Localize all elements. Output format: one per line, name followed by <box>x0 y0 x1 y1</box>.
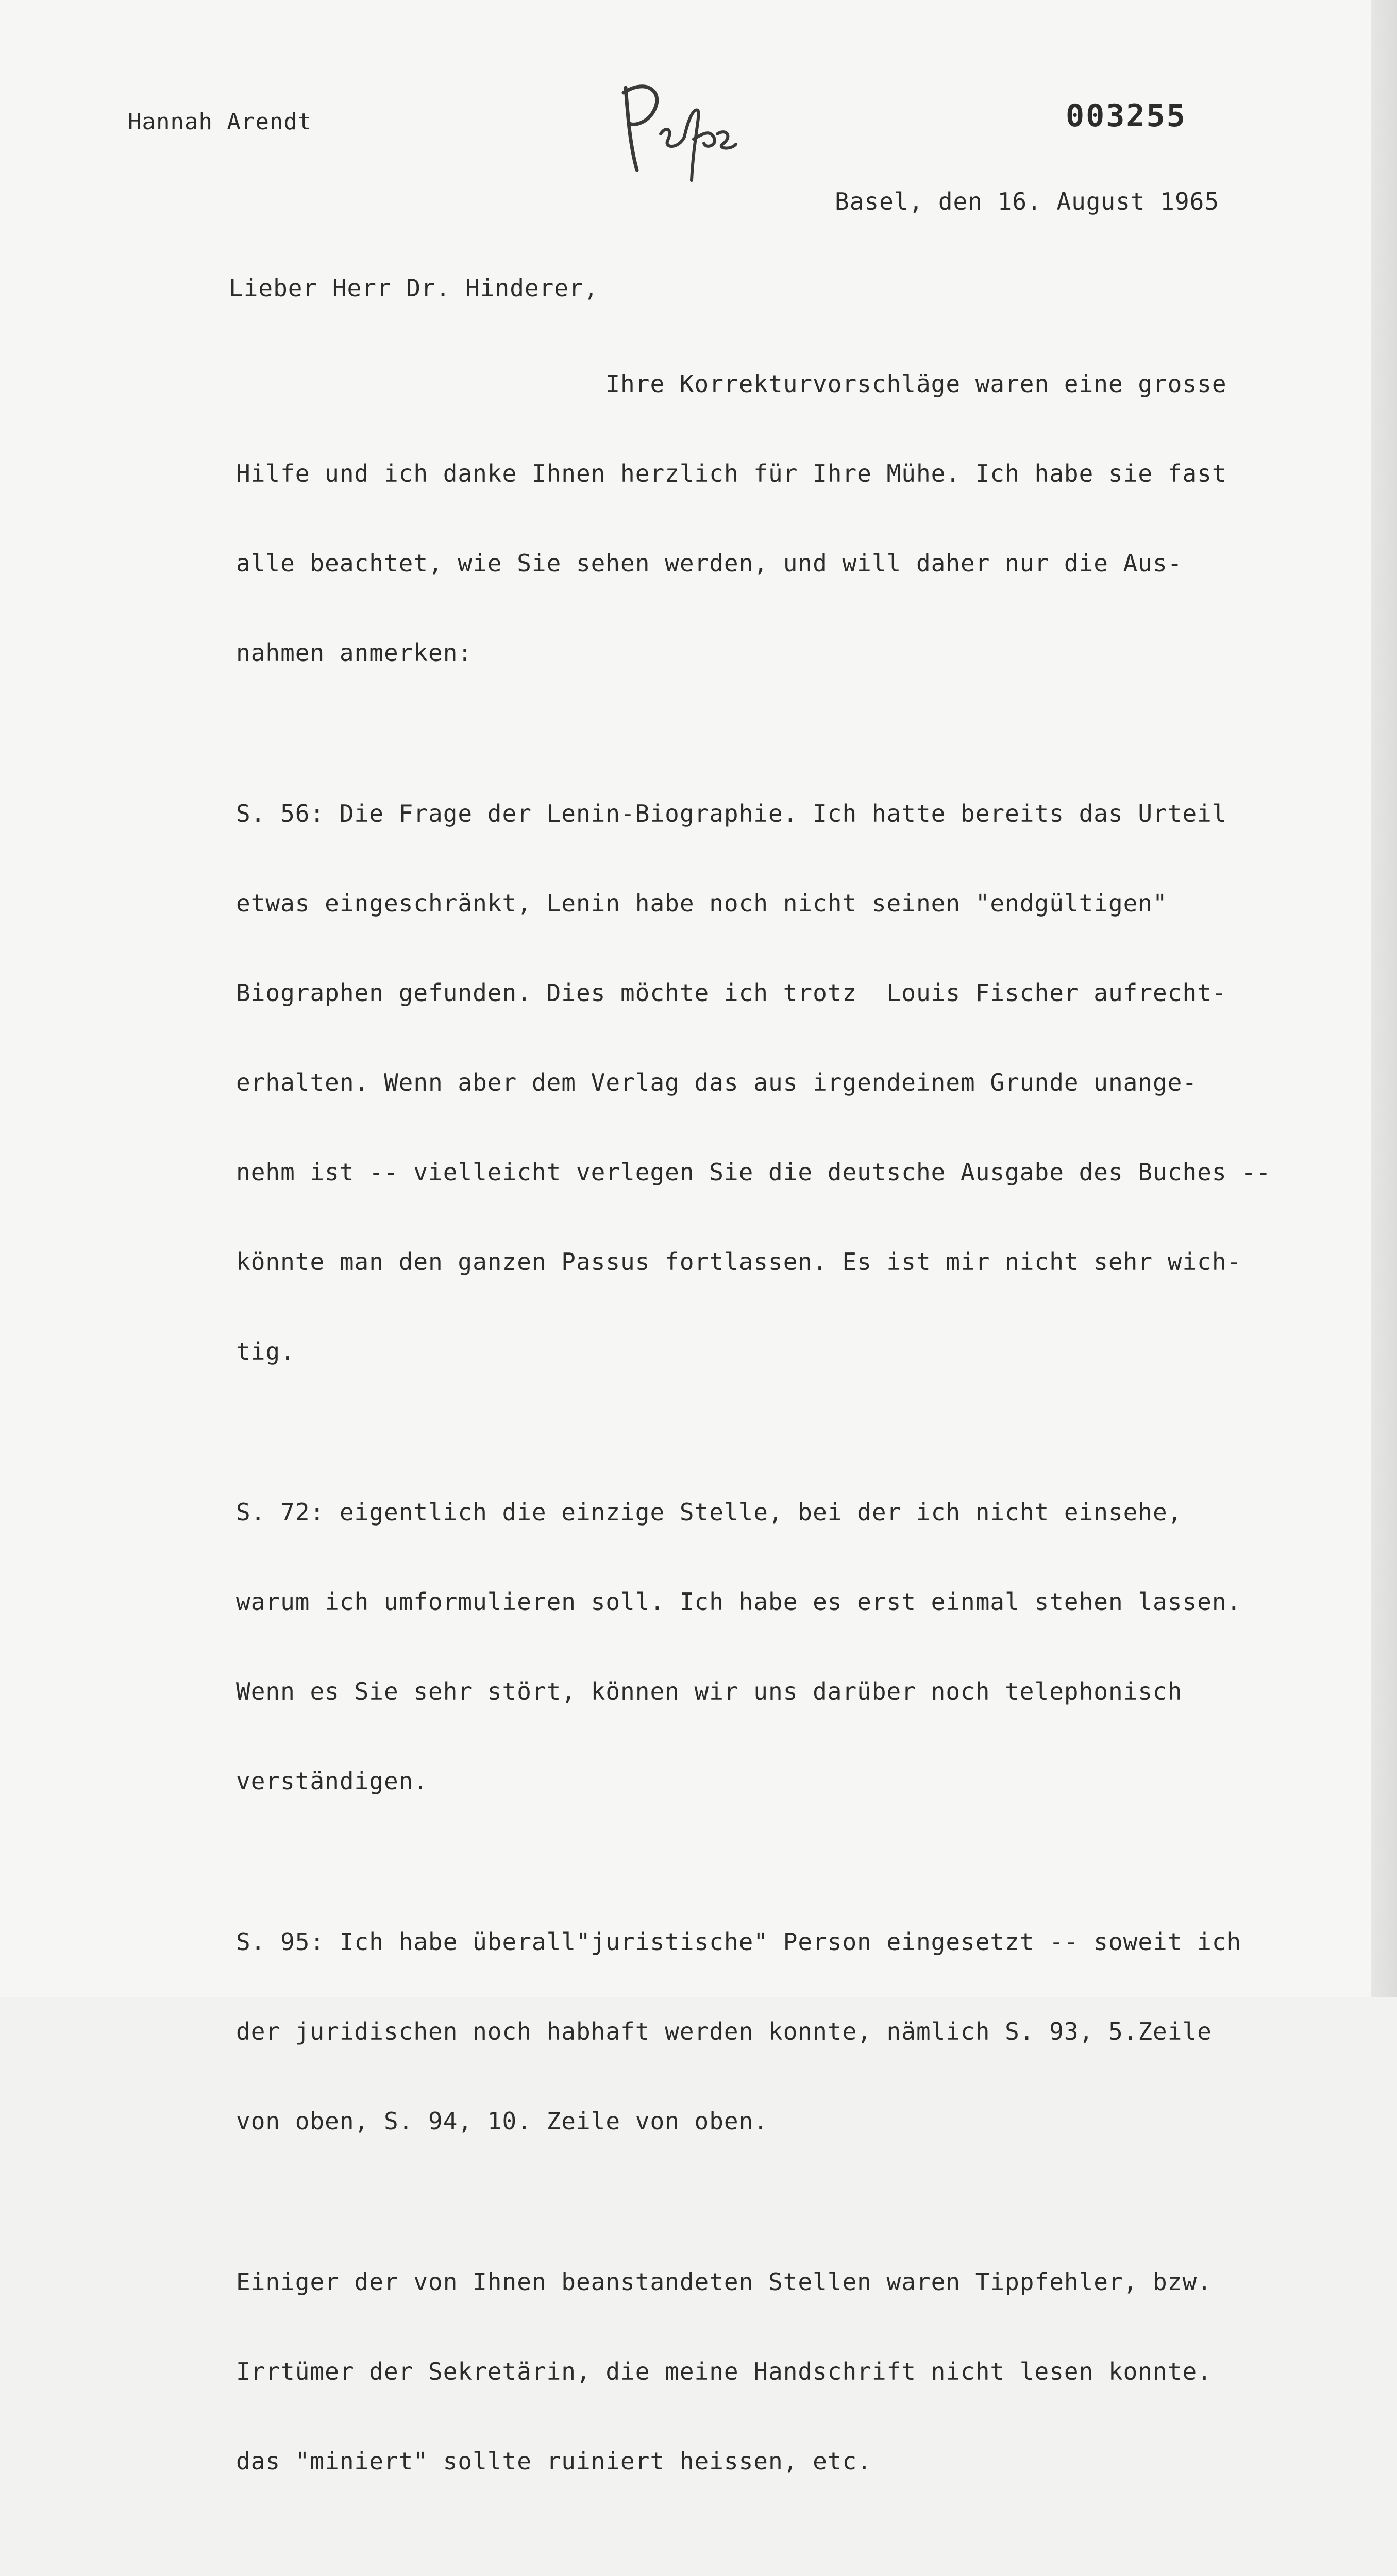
text-line: alle beachtet, wie Sie sehen werden, und will daher nur die Aus- <box>236 549 1183 577</box>
text-line: tig. <box>236 1337 295 1365</box>
text-line: das "miniert" sollte ruiniert heissen, etc. <box>236 2447 872 2475</box>
paragraph <box>236 1867 1359 2196</box>
text-line: S. 56: Die Frage der Lenin-Biographie. Ich hatte bereits das Urteil <box>236 800 1227 827</box>
paragraph <box>236 309 1359 727</box>
paragraph <box>236 2207 1359 2536</box>
text-line: könnte man den ganzen Passus fortlassen. Es ist mir nicht sehr wich- <box>236 1248 1242 1276</box>
handwritten-signature <box>616 72 740 191</box>
text-line: etwas eingeschränkt, Lenin habe noch nicht seinen "endgültigen" <box>236 889 1168 917</box>
text-line: der juridischen noch habhaft werden konnte, nämlich S. 93, 5.Zeile <box>236 2018 1212 2045</box>
text-line: Einiger der von Ihnen beanstandeten Stellen waren Tippfehler, bzw. <box>236 2268 1212 2296</box>
paragraph <box>236 1437 1359 1856</box>
sender-name: Hannah Arendt <box>128 109 312 135</box>
text-line: nahmen anmerken: <box>236 639 473 667</box>
text-line: S. 72: eigentlich die einzige Stelle, bei der ich nicht einsehe, <box>236 1498 1183 1526</box>
text-line: S. 95: Ich habe überall"juristische" Person eingesetzt -- soweit ich <box>236 1928 1242 1956</box>
scan-margin <box>1371 0 1397 1997</box>
text-line: Hilfe und ich danke Ihnen herzlich für Ihre Mühe. Ich habe sie fast <box>236 460 1227 487</box>
text-line: Ihre Korrekturvorschläge waren eine grosse <box>236 370 1227 398</box>
text-line: Irrtümer der Sekretärin, die meine Handschrift nicht lesen konnte. <box>236 2358 1212 2385</box>
salutation: Lieber Herr Dr. Hinderer, <box>229 274 599 302</box>
paragraph <box>236 2561 1359 2576</box>
text-line: nehm ist -- vielleicht verlegen Sie die deutsche Ausgabe des Buches -- <box>236 1158 1271 1186</box>
text-line: Biographen gefunden. Dies möchte ich trotz Louis Fischer aufrecht- <box>236 979 1227 1007</box>
text-line: warum ich umformulieren soll. Ich habe es erst einmal stehen lassen. <box>236 1588 1242 1616</box>
text-line: erhalten. Wenn aber dem Verlag das aus irgendeinem Grunde unange- <box>236 1069 1198 1096</box>
archive-number: 003255 <box>1066 98 1187 134</box>
text-line: verständigen. <box>236 1767 429 1795</box>
letter-body <box>236 309 1359 2576</box>
text-line: Wenn es Sie sehr stört, können wir uns darüber noch telephonisch <box>236 1677 1183 1705</box>
paragraph <box>236 739 1359 1426</box>
date-line: Basel, den 16. August 1965 <box>835 188 1220 215</box>
text-line: von oben, S. 94, 10. Zeile von oben. <box>236 2107 768 2135</box>
